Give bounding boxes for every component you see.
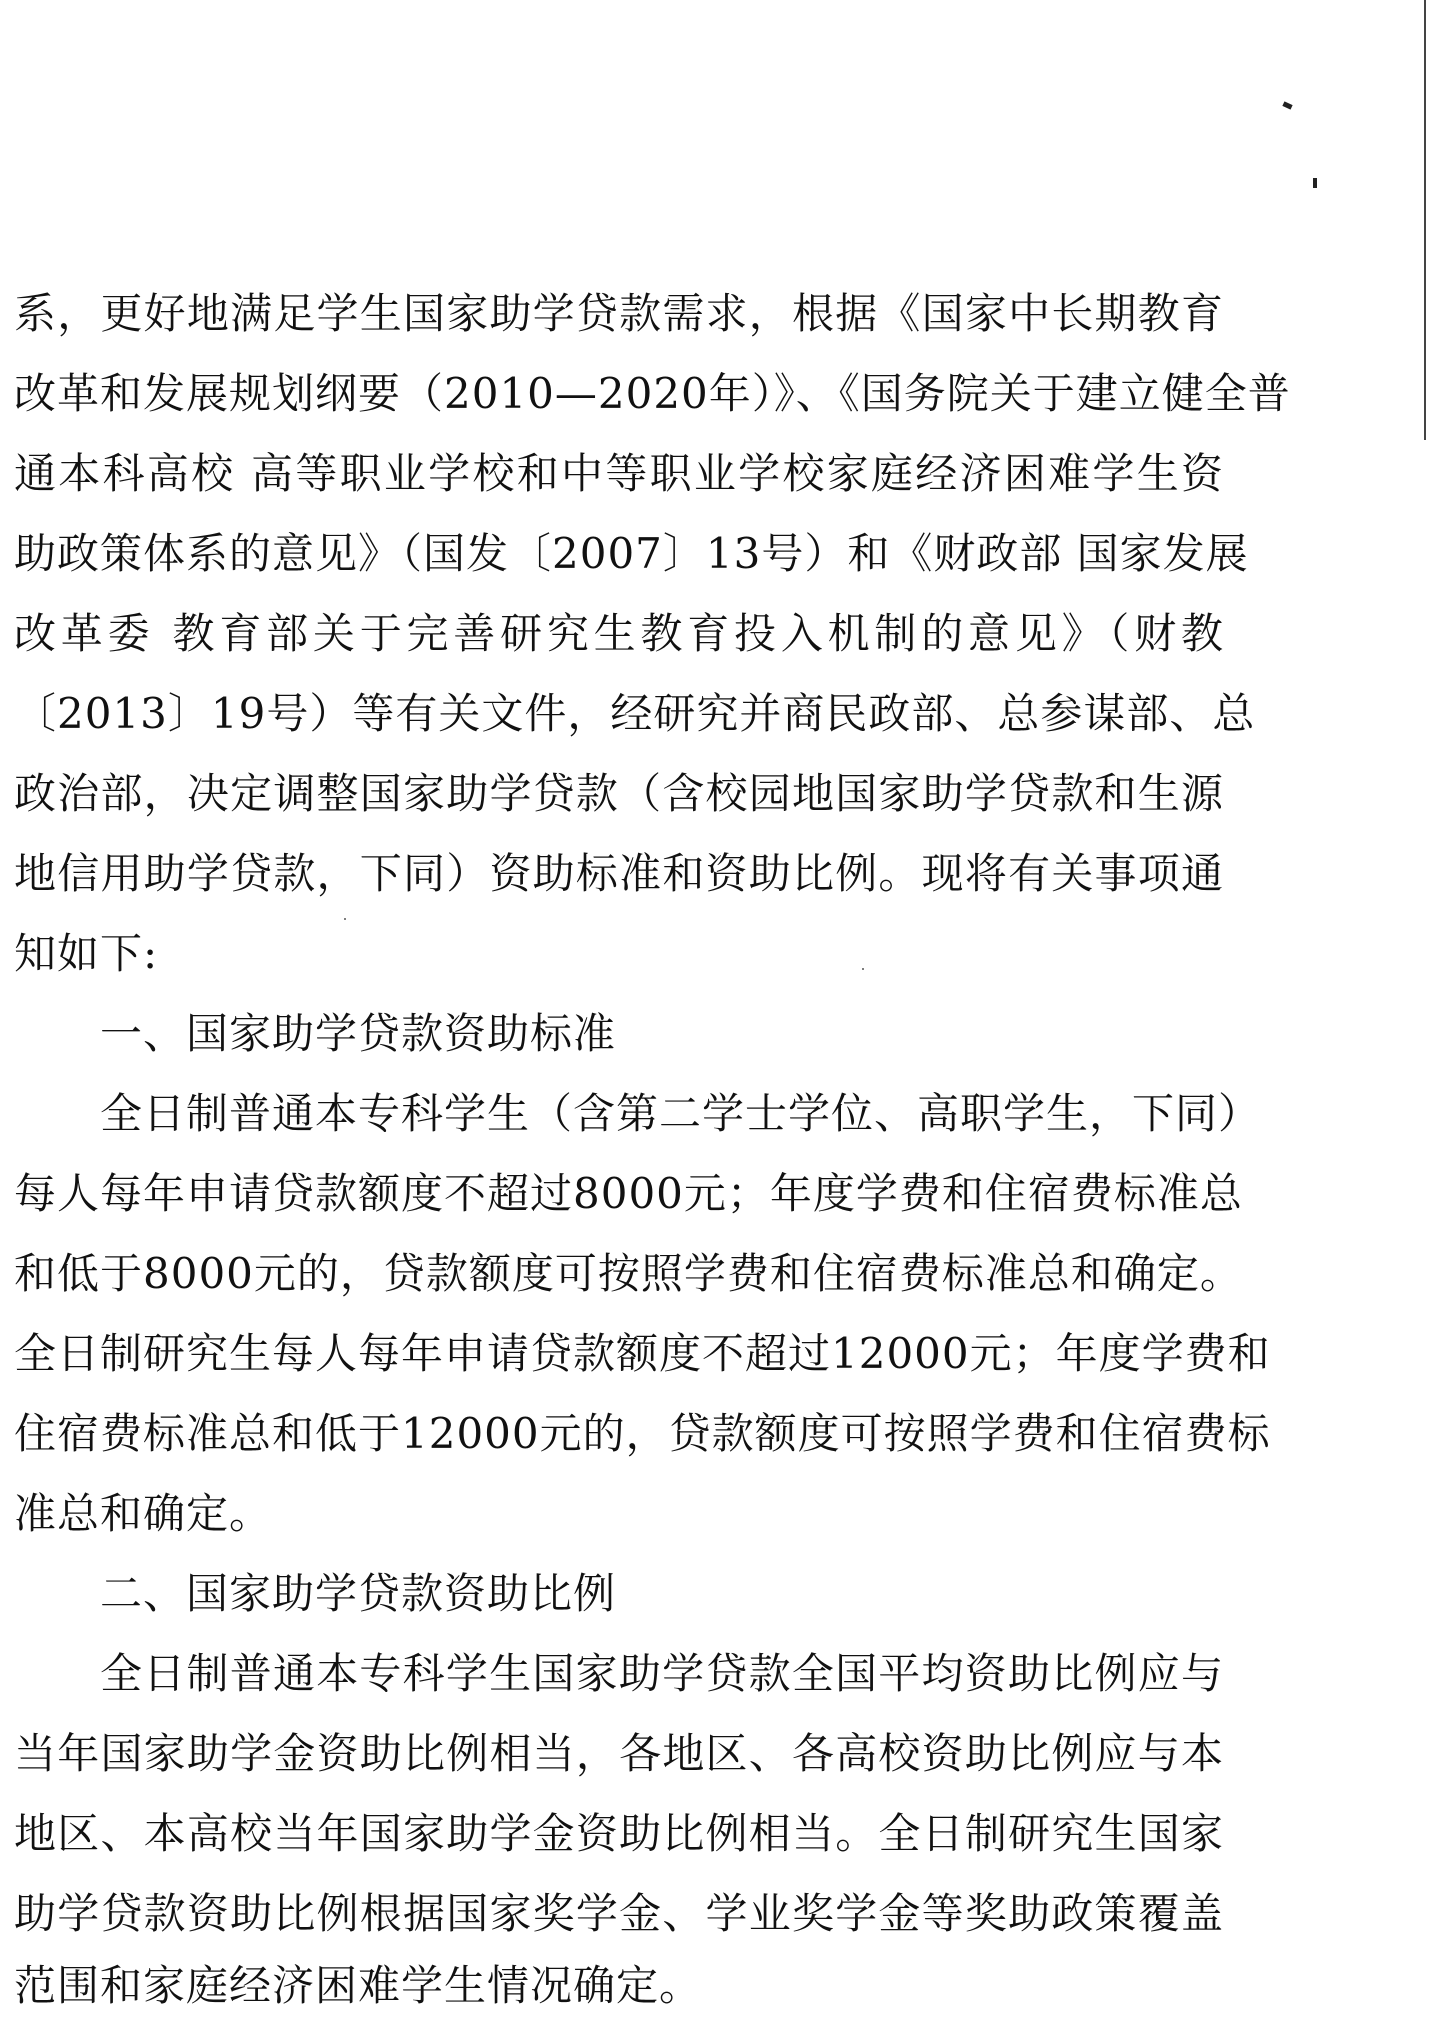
scan-speck [1313,178,1317,188]
body-text-line: 助政策体系的意见》（国发〔2007〕13号）和《财政部 国家发展 [14,529,1249,578]
body-text-line: 全日制研究生每人每年申请贷款额度不超过12000元；年度学费和 [14,1329,1271,1378]
body-text-line: 地信用助学贷款，下同）资助标准和资助比例。现将有关事项通 [14,849,1224,898]
body-text-line: 住宿费标准总和低于12000元的，贷款额度可按照学费和住宿费标 [14,1409,1271,1458]
body-text-line: 知如下: [14,929,159,978]
scan-speck [1282,101,1292,109]
body-text-line: 改革和发展规划纲要（2010—2020年）》、《国务院关于建立健全普 [14,369,1291,418]
body-text-line: 准总和确定。 [14,1489,273,1538]
body-text-line: 系，更好地满足学生国家助学贷款需求，根据《国家中长期教育 [14,289,1224,338]
body-text-line: 地区、本高校当年国家助学金资助比例相当。全日制研究生国家 [14,1809,1224,1858]
body-text-line: 每人每年申请贷款额度不超过8000元；年度学费和住宿费标准总 [14,1169,1243,1218]
body-text-line: 政治部，决定调整国家助学贷款（含校园地国家助学贷款和生源 [14,769,1224,818]
body-text-line: 改革委 教育部关于完善研究生教育投入机制的意见》（财教 [14,609,1224,658]
section-heading: 二、国家助学贷款资助比例 [100,1569,617,1618]
body-text-line: 范围和家庭经济困难学生情况确定。 [14,1961,703,2010]
body-text-line: 和低于8000元的，贷款额度可按照学费和住宿费标准总和确定。 [14,1249,1243,1298]
section-heading: 一、国家助学贷款资助标准 [100,1009,617,1058]
scan-edge-line [1424,0,1426,440]
body-text-line: 全日制普通本专科学生国家助学贷款全国平均资助比例应与 [100,1649,1224,1698]
body-text-line: 〔2013〕19号）等有关文件，经研究并商民政部、总参谋部、总 [14,689,1256,738]
body-text-line: 助学贷款资助比例根据国家奖学金、学业奖学金等奖助政策覆盖 [14,1889,1224,1938]
body-text-line: 全日制普通本专科学生（含第二学士学位、高职学生，下同） [100,1089,1262,1138]
body-text-line: 通本科高校 高等职业学校和中等职业学校家庭经济困难学生资 [14,449,1224,498]
body-text-line: 当年国家助学金资助比例相当，各地区、各高校资助比例应与本 [14,1729,1224,1778]
